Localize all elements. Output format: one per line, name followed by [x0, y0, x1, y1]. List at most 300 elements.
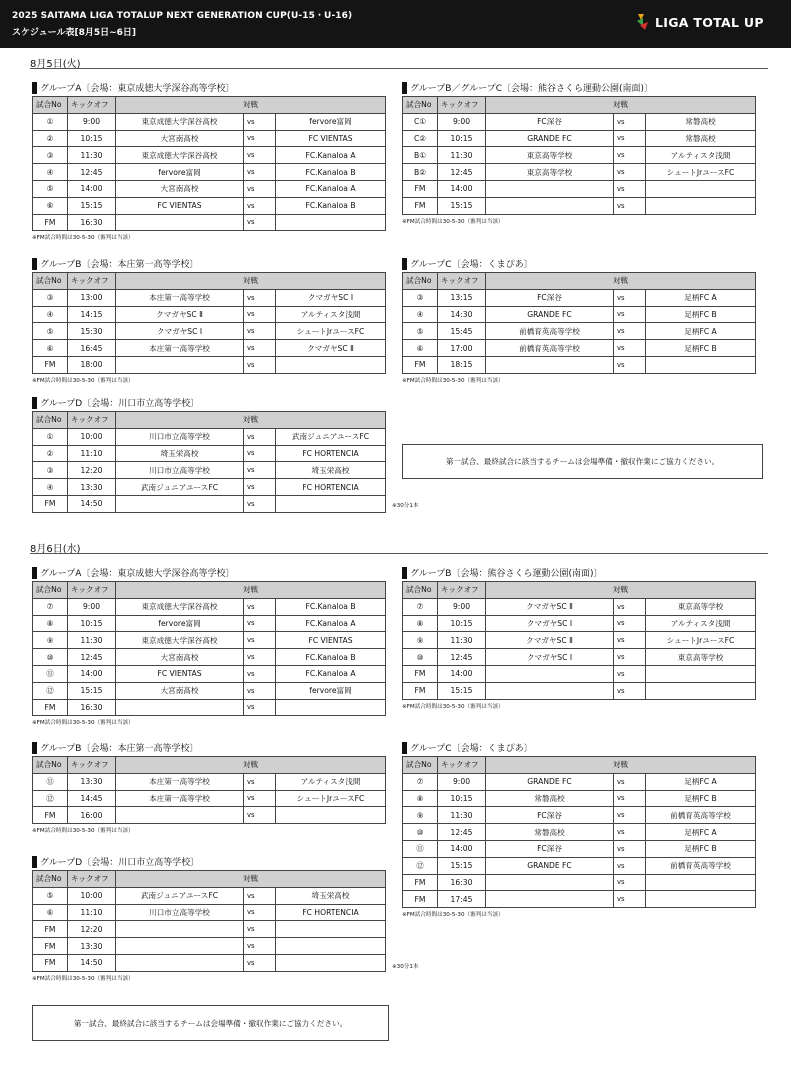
cell-away: 常磐高校	[646, 113, 756, 130]
table-row	[33, 113, 386, 130]
cell-time: 14:45	[68, 790, 116, 807]
cell-no: ⑥	[403, 340, 438, 357]
cell-home: 大宮南高校	[116, 180, 244, 197]
cell-away: アルティスタ浅間	[646, 615, 756, 632]
cell-no: ⑪	[33, 773, 68, 790]
cell-time: 10:15	[68, 130, 116, 147]
cell-no: FM	[33, 954, 68, 971]
table-row	[403, 682, 756, 699]
cell-vs: vs	[614, 790, 646, 807]
cell-away: 東京高等学校	[646, 598, 756, 615]
cell-time: 14:00	[438, 180, 486, 197]
cell-home: FC深谷	[486, 840, 614, 857]
cell-home: 埼玉栄高校	[116, 445, 244, 462]
side-note: ※30分1本	[392, 503, 419, 509]
table-row	[33, 323, 386, 340]
cell-time: 18:00	[68, 356, 116, 373]
cell-no: ⑤	[33, 180, 68, 197]
cell-time: 15:45	[438, 323, 486, 340]
cell-vs: vs	[244, 773, 276, 790]
table-row	[33, 289, 386, 306]
cell-away: FC VIENTAS	[276, 632, 386, 649]
table-header	[403, 97, 756, 114]
table-row	[33, 938, 386, 955]
cell-time: 17:00	[438, 340, 486, 357]
cell-away: 足柄FC B	[646, 840, 756, 857]
group-title: グループC〔会場：くまぴあ〕	[402, 739, 756, 756]
cell-away: 前橋育英高等学校	[646, 807, 756, 824]
group-marker	[402, 567, 407, 579]
cell-vs: vs	[614, 164, 646, 181]
table-row	[33, 904, 386, 921]
cell-vs: vs	[244, 113, 276, 130]
cell-home: クマガヤSC Ⅱ	[486, 598, 614, 615]
group-marker	[32, 397, 37, 409]
cell-time: 10:15	[438, 790, 486, 807]
cell-time: 12:45	[68, 649, 116, 666]
table-row	[33, 130, 386, 147]
cell-home	[116, 954, 244, 971]
col-header-match: 対戦	[486, 757, 756, 774]
cell-time: 16:30	[438, 874, 486, 891]
cell-away: シュートJrユースFC	[646, 632, 756, 649]
cell-no: FM	[403, 682, 438, 699]
table-row	[33, 598, 386, 615]
cell-no: ⑤	[403, 323, 438, 340]
cell-home: 東京成徳大学深谷高校	[116, 598, 244, 615]
table-header	[403, 273, 756, 290]
col-header-match: 対戦	[486, 97, 756, 114]
cell-time: 12:45	[68, 164, 116, 181]
cell-home: FC深谷	[486, 807, 614, 824]
table-header	[403, 757, 756, 774]
cell-home	[486, 891, 614, 908]
cell-vs: vs	[614, 874, 646, 891]
cell-away	[646, 891, 756, 908]
cell-home: 東京成徳大学深谷高校	[116, 113, 244, 130]
cell-away: 足柄FC A	[646, 773, 756, 790]
cell-time: 15:15	[438, 682, 486, 699]
schedule-group	[32, 394, 386, 513]
cell-home: 川口市立高等学校	[116, 462, 244, 479]
cell-home: 東京成徳大学深谷高校	[116, 632, 244, 649]
cell-time: 11:10	[68, 904, 116, 921]
col-header-no: 試合No	[33, 273, 68, 290]
table-row	[403, 323, 756, 340]
cell-away: FC.Kanaloa A	[276, 665, 386, 682]
cell-vs: vs	[614, 113, 646, 130]
cell-time: 13:00	[68, 289, 116, 306]
cell-away: FC VIENTAS	[276, 130, 386, 147]
table-row	[33, 147, 386, 164]
cell-home	[486, 665, 614, 682]
cell-time: 9:00	[438, 773, 486, 790]
notice-box: 第一試合、最終試合に該当するチームは会場準備・撤収作業にご協力ください。	[32, 1005, 389, 1041]
cell-no: ④	[33, 306, 68, 323]
group-title: グループA〔会場：東京成徳大学深谷高等学校〕	[32, 79, 386, 96]
cell-away	[276, 356, 386, 373]
cell-time: 15:15	[438, 197, 486, 214]
cell-away	[276, 807, 386, 824]
table-row	[403, 891, 756, 908]
cell-vs: vs	[614, 891, 646, 908]
cell-home: 本庄第一高等学校	[116, 773, 244, 790]
cell-vs: vs	[614, 197, 646, 214]
cell-home: GRANDE FC	[486, 773, 614, 790]
schedule-table	[32, 272, 386, 374]
cell-no: ⑩	[403, 824, 438, 841]
group-note: ※FM試合時間は30-5-30（審判は当該）	[402, 912, 504, 919]
schedule-group	[32, 739, 386, 834]
cell-no: ⑪	[403, 840, 438, 857]
cell-no: B②	[403, 164, 438, 181]
cell-home: FC VIENTAS	[116, 665, 244, 682]
cell-vs: vs	[244, 197, 276, 214]
cell-time: 12:45	[438, 649, 486, 666]
table-row	[33, 340, 386, 357]
cell-home: fervore富岡	[116, 615, 244, 632]
cell-away: シュートJrユースFC	[276, 790, 386, 807]
cell-no: ④	[33, 479, 68, 496]
cell-no: ⑪	[33, 665, 68, 682]
cell-away: FC.Kanaloa A	[276, 615, 386, 632]
cell-home: 本庄第一高等学校	[116, 340, 244, 357]
table-row	[403, 130, 756, 147]
table-row	[403, 615, 756, 632]
cell-away	[276, 214, 386, 231]
cell-vs: vs	[614, 180, 646, 197]
schedule-group	[402, 564, 756, 710]
col-header-no: 試合No	[33, 97, 68, 114]
cell-away: 武南ジュニアユースFC	[276, 428, 386, 445]
table-row	[33, 214, 386, 231]
col-header-match: 対戦	[116, 582, 386, 599]
header-bar	[0, 0, 791, 48]
col-header-kickoff: キックオフ	[438, 757, 486, 774]
col-header-no: 試合No	[33, 582, 68, 599]
table-row	[33, 495, 386, 512]
cell-no: ②	[33, 130, 68, 147]
group-title: グループB〔会場：熊谷さくら運動公園(南面)〕	[402, 564, 756, 581]
cell-vs: vs	[244, 954, 276, 971]
schedule-group	[402, 739, 756, 918]
cell-no: ④	[33, 164, 68, 181]
cell-time: 9:00	[438, 113, 486, 130]
group-title: グループD〔会場：川口市立高等学校〕	[32, 853, 386, 870]
group-marker	[32, 567, 37, 579]
cell-home	[116, 214, 244, 231]
cell-home: クマガヤSC Ⅱ	[486, 632, 614, 649]
cell-time: 10:15	[68, 615, 116, 632]
table-row	[33, 887, 386, 904]
group-marker	[32, 82, 37, 94]
cell-no: ⑥	[33, 340, 68, 357]
table-row	[33, 699, 386, 716]
schedule-group	[402, 79, 756, 225]
cell-vs: vs	[614, 857, 646, 874]
cell-no: ③	[403, 289, 438, 306]
cell-time: 15:15	[68, 682, 116, 699]
cell-away: アルティスタ浅間	[276, 773, 386, 790]
page-subtitle: スケジュール表[8月5日~6日]	[12, 28, 137, 38]
table-row	[33, 615, 386, 632]
table-header	[33, 97, 386, 114]
cell-time: 11:30	[438, 147, 486, 164]
col-header-kickoff: キックオフ	[438, 582, 486, 599]
cell-home: FC深谷	[486, 289, 614, 306]
cell-home: クマガヤSC Ⅰ	[486, 649, 614, 666]
schedule-table	[32, 756, 386, 824]
cell-vs: vs	[244, 306, 276, 323]
cell-no: ⑨	[403, 632, 438, 649]
cell-home	[116, 356, 244, 373]
group-title: グループC〔会場：くまぴあ〕	[402, 255, 756, 272]
cell-no: ⑫	[403, 857, 438, 874]
col-header-kickoff: キックオフ	[68, 273, 116, 290]
cell-vs: vs	[244, 445, 276, 462]
cell-no: ⑨	[403, 807, 438, 824]
cell-time: 15:15	[438, 857, 486, 874]
cell-no: ①	[33, 113, 68, 130]
cell-time: 14:00	[438, 840, 486, 857]
cell-vs: vs	[614, 773, 646, 790]
cell-away	[646, 197, 756, 214]
cell-away	[646, 874, 756, 891]
cell-home: クマガヤSC Ⅰ	[486, 615, 614, 632]
group-marker	[402, 742, 407, 754]
group-note: ※FM試合時間は30-5-30（審判は当該）	[32, 720, 134, 727]
table-row	[403, 824, 756, 841]
cell-vs: vs	[614, 130, 646, 147]
cell-vs: vs	[244, 479, 276, 496]
cell-time: 11:10	[68, 445, 116, 462]
cell-home	[486, 197, 614, 214]
cell-time: 12:20	[68, 462, 116, 479]
cell-no: ⑧	[403, 790, 438, 807]
cell-home	[116, 495, 244, 512]
cell-vs: vs	[244, 598, 276, 615]
group-note: ※FM試合時間は30-5-30（審判は当該）	[402, 377, 504, 384]
col-header-no: 試合No	[403, 273, 438, 290]
cell-vs: vs	[614, 356, 646, 373]
cell-home	[486, 356, 614, 373]
cell-time: 10:00	[68, 428, 116, 445]
cell-time: 14:30	[438, 306, 486, 323]
col-header-kickoff: キックオフ	[68, 757, 116, 774]
cell-no: ④	[403, 306, 438, 323]
cell-vs: vs	[614, 289, 646, 306]
col-header-no: 試合No	[33, 871, 68, 888]
cell-away: 足柄FC A	[646, 289, 756, 306]
cell-vs: vs	[244, 615, 276, 632]
group-title: グループB／グループC〔会場：熊谷さくら運動公園(南面)〕	[402, 79, 756, 96]
cell-vs: vs	[614, 632, 646, 649]
cell-away: fervore富岡	[276, 113, 386, 130]
cell-home: 常磐高校	[486, 824, 614, 841]
cell-vs: vs	[244, 665, 276, 682]
cell-away: 足柄FC A	[646, 824, 756, 841]
cell-time: 10:00	[68, 887, 116, 904]
cell-no: ③	[33, 147, 68, 164]
cell-time: 17:45	[438, 891, 486, 908]
cell-time: 14:00	[68, 180, 116, 197]
table-row	[33, 790, 386, 807]
cell-vs: vs	[614, 147, 646, 164]
cell-time: 13:30	[68, 938, 116, 955]
table-header	[33, 412, 386, 429]
logo-text: LIGA TOTAL UP	[655, 14, 764, 30]
cell-away: クマガヤSC Ⅰ	[276, 289, 386, 306]
table-row	[33, 356, 386, 373]
cell-vs: vs	[244, 887, 276, 904]
group-note: ※FM試合時間は30-5-30（審判は当該）	[32, 975, 134, 982]
cell-time: 9:00	[68, 113, 116, 130]
cell-vs: vs	[244, 462, 276, 479]
table-row	[33, 649, 386, 666]
cell-time: 16:00	[68, 807, 116, 824]
table-row	[33, 921, 386, 938]
schedule-group	[402, 255, 756, 384]
col-header-kickoff: キックオフ	[68, 871, 116, 888]
cell-no: ⑩	[33, 649, 68, 666]
cell-away	[646, 682, 756, 699]
table-row	[33, 773, 386, 790]
cell-no: ⑥	[33, 904, 68, 921]
cell-home: GRANDE FC	[486, 130, 614, 147]
cell-no: C②	[403, 130, 438, 147]
cell-home	[116, 699, 244, 716]
cell-no: C①	[403, 113, 438, 130]
cell-home: GRANDE FC	[486, 857, 614, 874]
cell-home: 東京高等学校	[486, 147, 614, 164]
col-header-no: 試合No	[403, 97, 438, 114]
cell-vs: vs	[614, 649, 646, 666]
cell-away: FC.Kanaloa A	[276, 180, 386, 197]
table-row	[403, 113, 756, 130]
cell-no: ⑫	[33, 790, 68, 807]
cell-home	[116, 921, 244, 938]
table-row	[403, 356, 756, 373]
table-row	[403, 289, 756, 306]
cell-time: 15:15	[68, 197, 116, 214]
group-title: グループB〔会場：本庄第一高等学校〕	[32, 255, 386, 272]
cell-no: FM	[33, 807, 68, 824]
table-row	[403, 147, 756, 164]
table-row	[33, 445, 386, 462]
cell-no: FM	[403, 891, 438, 908]
cell-vs: vs	[244, 289, 276, 306]
col-header-no: 試合No	[33, 757, 68, 774]
cell-vs: vs	[244, 682, 276, 699]
table-row	[33, 164, 386, 181]
cell-away	[646, 356, 756, 373]
cell-home: 前橋育英高等学校	[486, 323, 614, 340]
cell-away: FC.Kanaloa B	[276, 598, 386, 615]
cell-no: ⑤	[33, 887, 68, 904]
cell-time: 9:00	[68, 598, 116, 615]
cell-vs: vs	[244, 340, 276, 357]
col-header-match: 対戦	[486, 273, 756, 290]
cell-no: FM	[403, 180, 438, 197]
table-row	[403, 874, 756, 891]
cell-home: 武南ジュニアユースFC	[116, 887, 244, 904]
cell-away: 足柄FC A	[646, 323, 756, 340]
table-row	[33, 682, 386, 699]
cell-no: ①	[33, 428, 68, 445]
table-row	[33, 462, 386, 479]
col-header-match: 対戦	[116, 412, 386, 429]
cell-time: 14:50	[68, 954, 116, 971]
cell-time: 14:00	[68, 665, 116, 682]
table-row	[403, 773, 756, 790]
group-note: ※FM試合時間は30-5-30（審判は当該）	[32, 235, 134, 242]
cell-away: 東京高等学校	[646, 649, 756, 666]
cell-no: FM	[403, 197, 438, 214]
table-row	[403, 807, 756, 824]
table-row	[33, 632, 386, 649]
schedule-table	[402, 581, 756, 700]
col-header-match: 対戦	[116, 757, 386, 774]
cell-no: FM	[403, 874, 438, 891]
col-header-no: 試合No	[33, 412, 68, 429]
cell-away: 埼玉栄高校	[276, 887, 386, 904]
schedule-table	[402, 756, 756, 908]
cell-vs: vs	[244, 356, 276, 373]
cell-vs: vs	[614, 323, 646, 340]
cell-home: 武南ジュニアユースFC	[116, 479, 244, 496]
table-row	[403, 632, 756, 649]
cell-no: ⑦	[403, 773, 438, 790]
cell-time: 9:00	[438, 598, 486, 615]
table-header	[33, 273, 386, 290]
cell-vs: vs	[614, 615, 646, 632]
table-row	[33, 954, 386, 971]
cell-away: FC.Kanaloa B	[276, 164, 386, 181]
cell-time: 13:30	[68, 773, 116, 790]
table-row	[403, 840, 756, 857]
table-header	[33, 757, 386, 774]
cell-away	[276, 954, 386, 971]
schedule-table	[32, 96, 386, 231]
cell-vs: vs	[614, 306, 646, 323]
cell-time: 16:30	[68, 214, 116, 231]
col-header-kickoff: キックオフ	[68, 412, 116, 429]
cell-vs: vs	[614, 824, 646, 841]
cell-time: 12:45	[438, 824, 486, 841]
cell-home: 大宮南高校	[116, 682, 244, 699]
cell-home	[486, 180, 614, 197]
col-header-kickoff: キックオフ	[438, 97, 486, 114]
cell-no: FM	[33, 938, 68, 955]
cell-no: FM	[33, 921, 68, 938]
cell-away: アルティスタ浅間	[646, 147, 756, 164]
cell-time: 14:15	[68, 306, 116, 323]
cell-vs: vs	[614, 598, 646, 615]
cell-home: クマガヤSC Ⅰ	[116, 323, 244, 340]
cell-vs: vs	[244, 649, 276, 666]
cell-vs: vs	[244, 428, 276, 445]
cell-no: FM	[33, 495, 68, 512]
group-title: グループB〔会場：本庄第一高等学校〕	[32, 739, 386, 756]
cell-vs: vs	[614, 682, 646, 699]
group-note: ※FM試合時間は30-5-30（審判は当該）	[402, 218, 504, 225]
table-row	[33, 306, 386, 323]
cell-time: 10:15	[438, 615, 486, 632]
table-row	[403, 164, 756, 181]
cell-home: 本庄第一高等学校	[116, 289, 244, 306]
cell-vs: vs	[244, 938, 276, 955]
cell-time: 14:50	[68, 495, 116, 512]
